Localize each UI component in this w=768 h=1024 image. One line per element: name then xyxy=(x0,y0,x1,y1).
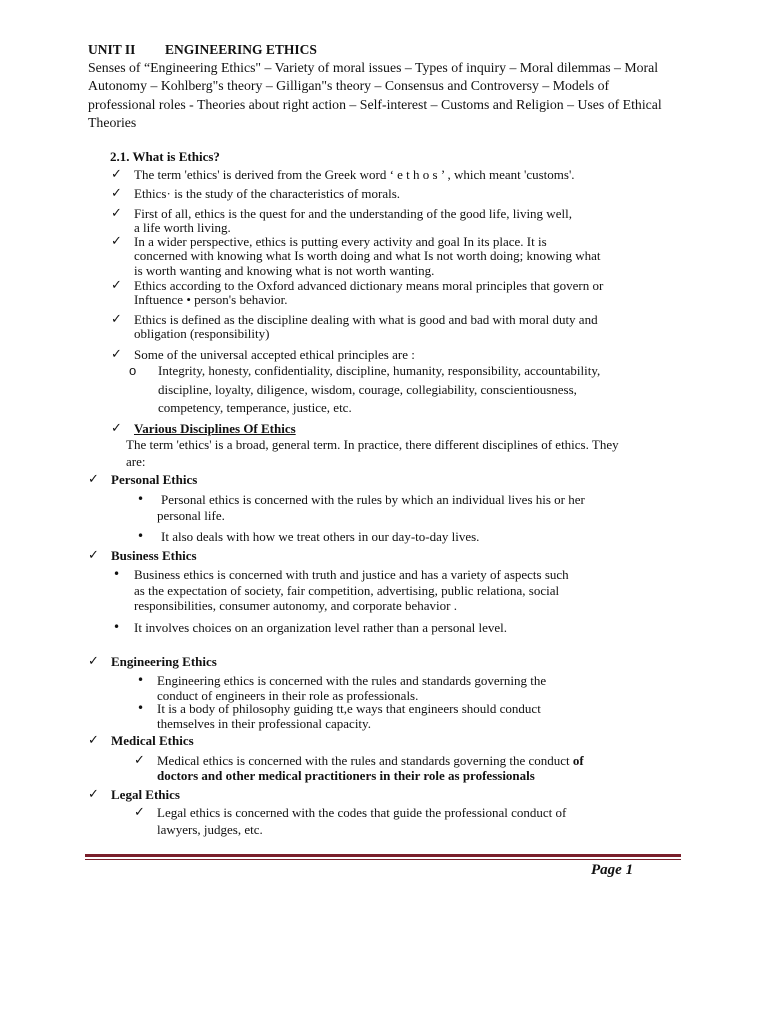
unit-label: UNIT II xyxy=(88,42,136,57)
check-icon: ✓ xyxy=(111,186,122,201)
bullet-icon: • xyxy=(137,529,145,543)
hollow-circle-bullet-icon: o xyxy=(129,363,137,378)
syllabus-line: Autonomy – Kohlberg"s theory – Gilligan"s theory – Consensus and Controversy – Models of xyxy=(88,78,610,93)
check-icon: ✓ xyxy=(111,234,122,249)
legal-line: Legal ethics is concerned with the codes that guide the professional conduct of xyxy=(157,805,567,820)
business-bullet-line: responsibilities, consumer autonomy, and corporate behavior . xyxy=(134,598,457,613)
business-bullet-line: as the expectation of society, fair competition, advertising, public relationa, social xyxy=(134,583,560,598)
personal-bullet-line: Personal ethics is concerned with the rules by which an individual lives his or her xyxy=(161,492,585,507)
point-line: Ethics· is the study of the characteristics of morals. xyxy=(134,186,401,201)
engineering-bullet-line: themselves in their professional capacity. xyxy=(157,716,371,731)
point-line: is worth wanting and knowing what is not worth wanting. xyxy=(134,263,435,278)
principles-line: competency, temperance, justice, etc. xyxy=(158,400,352,415)
point-line: Ethics is defined as the discipline dealing with what is good and bad with moral duty and xyxy=(134,312,598,327)
point-line: In a wider perspective, ethics is putting every activity and goal In its place. It is xyxy=(134,234,547,249)
check-icon: ✓ xyxy=(88,787,99,802)
syllabus-line: professional roles - Theories about right action – Self-interest – Customs and Religion – Uses of Ethical xyxy=(88,97,662,112)
business-ethics-title: Business Ethics xyxy=(111,548,197,563)
point-line: a life worth living. xyxy=(134,220,231,235)
point-line: concerned with knowing what Is worth doing and what Is not worth doing; knowing what xyxy=(134,248,601,263)
personal-ethics-title: Personal Ethics xyxy=(111,472,198,487)
medical-ethics-title: Medical Ethics xyxy=(111,733,194,748)
medical-line-bold: of xyxy=(572,753,584,768)
check-icon: ✓ xyxy=(88,733,99,748)
check-icon: ✓ xyxy=(134,805,145,820)
personal-bullet-line: personal life. xyxy=(157,508,225,523)
disciplines-intro-line: are: xyxy=(126,454,146,469)
engineering-bullet-line: conduct of engineers in their role as professionals. xyxy=(157,688,419,703)
bullet-icon: • xyxy=(113,567,121,581)
bullet-icon: • xyxy=(137,701,145,715)
check-icon: ✓ xyxy=(111,206,122,221)
point-line: Ethics according to the Oxford advanced dictionary means moral principles that govern or xyxy=(134,278,604,293)
principles-line: discipline, loyalty, diligence, wisdom, courage, collegiability, conscientiousness, xyxy=(158,382,577,397)
check-icon: ✓ xyxy=(111,347,122,362)
bullet-icon: • xyxy=(137,673,145,687)
disciplines-heading: Various Disciplines Of Ethics xyxy=(134,421,296,436)
engineering-bullet-line: It is a body of philosophy guiding tt,e ways that engineers should conduct xyxy=(157,701,541,716)
point-line: The term 'ethics' is derived from the Greek word ‘ e t h o s ’ , which meant 'customs'. xyxy=(134,167,575,182)
medical-line-bold: doctors and other medical practitioners in their role as professionals xyxy=(157,768,535,783)
check-icon: ✓ xyxy=(88,472,99,487)
engineering-bullet-line: Engineering ethics is concerned with the rules and standards governing the xyxy=(157,673,547,688)
check-icon: ✓ xyxy=(88,654,99,669)
footer-rule xyxy=(85,859,681,860)
business-bullet-line: Business ethics is concerned with truth and justice and has a variety of aspects such xyxy=(134,567,569,582)
point-line: First of all, ethics is the quest for and the understanding of the good life, living well, xyxy=(134,206,572,221)
syllabus-line: Senses of “Engineering Ethics" – Variety of moral issues – Types of inquiry – Moral dilemmas – Moral xyxy=(88,60,659,75)
check-icon: ✓ xyxy=(111,421,122,436)
footer-rule xyxy=(85,854,681,857)
syllabus-line: Theories xyxy=(88,115,137,130)
check-icon: ✓ xyxy=(111,312,122,327)
engineering-ethics-title: Engineering Ethics xyxy=(111,654,217,669)
medical-line xyxy=(157,753,584,768)
section-heading: 2.1. What is Ethics? xyxy=(110,149,220,164)
check-icon: ✓ xyxy=(134,753,145,768)
point-line: Some of the universal accepted ethical principles are : xyxy=(134,347,415,362)
page-number: Page 1 xyxy=(591,862,634,878)
medical-line-text: Medical ethics is concerned with the rules and standards governing the conduct xyxy=(157,753,573,768)
bullet-icon: • xyxy=(113,620,121,634)
point-line: Inftuence • person's behavior. xyxy=(134,292,288,307)
legal-line: lawyers, judges, etc. xyxy=(157,822,263,837)
check-icon: ✓ xyxy=(111,278,122,293)
check-icon: ✓ xyxy=(111,167,122,182)
point-line: obligation (responsibility) xyxy=(134,326,270,341)
check-icon: ✓ xyxy=(88,548,99,563)
bullet-icon: • xyxy=(137,492,145,506)
principles-line: Integrity, honesty, confidentiality, discipline, humanity, responsibility, accountability, xyxy=(158,363,601,378)
personal-bullet-line: It also deals with how we treat others in our day-to-day lives. xyxy=(161,529,480,544)
legal-ethics-title: Legal Ethics xyxy=(111,787,180,802)
business-bullet-line: It involves choices on an organization level rather than a personal level. xyxy=(134,620,508,635)
unit-title: ENGINEERING ETHICS xyxy=(165,42,317,57)
disciplines-intro-line: The term 'ethics' is a broad, general term. In practice, there different disciplines of ethics. They xyxy=(126,437,619,452)
